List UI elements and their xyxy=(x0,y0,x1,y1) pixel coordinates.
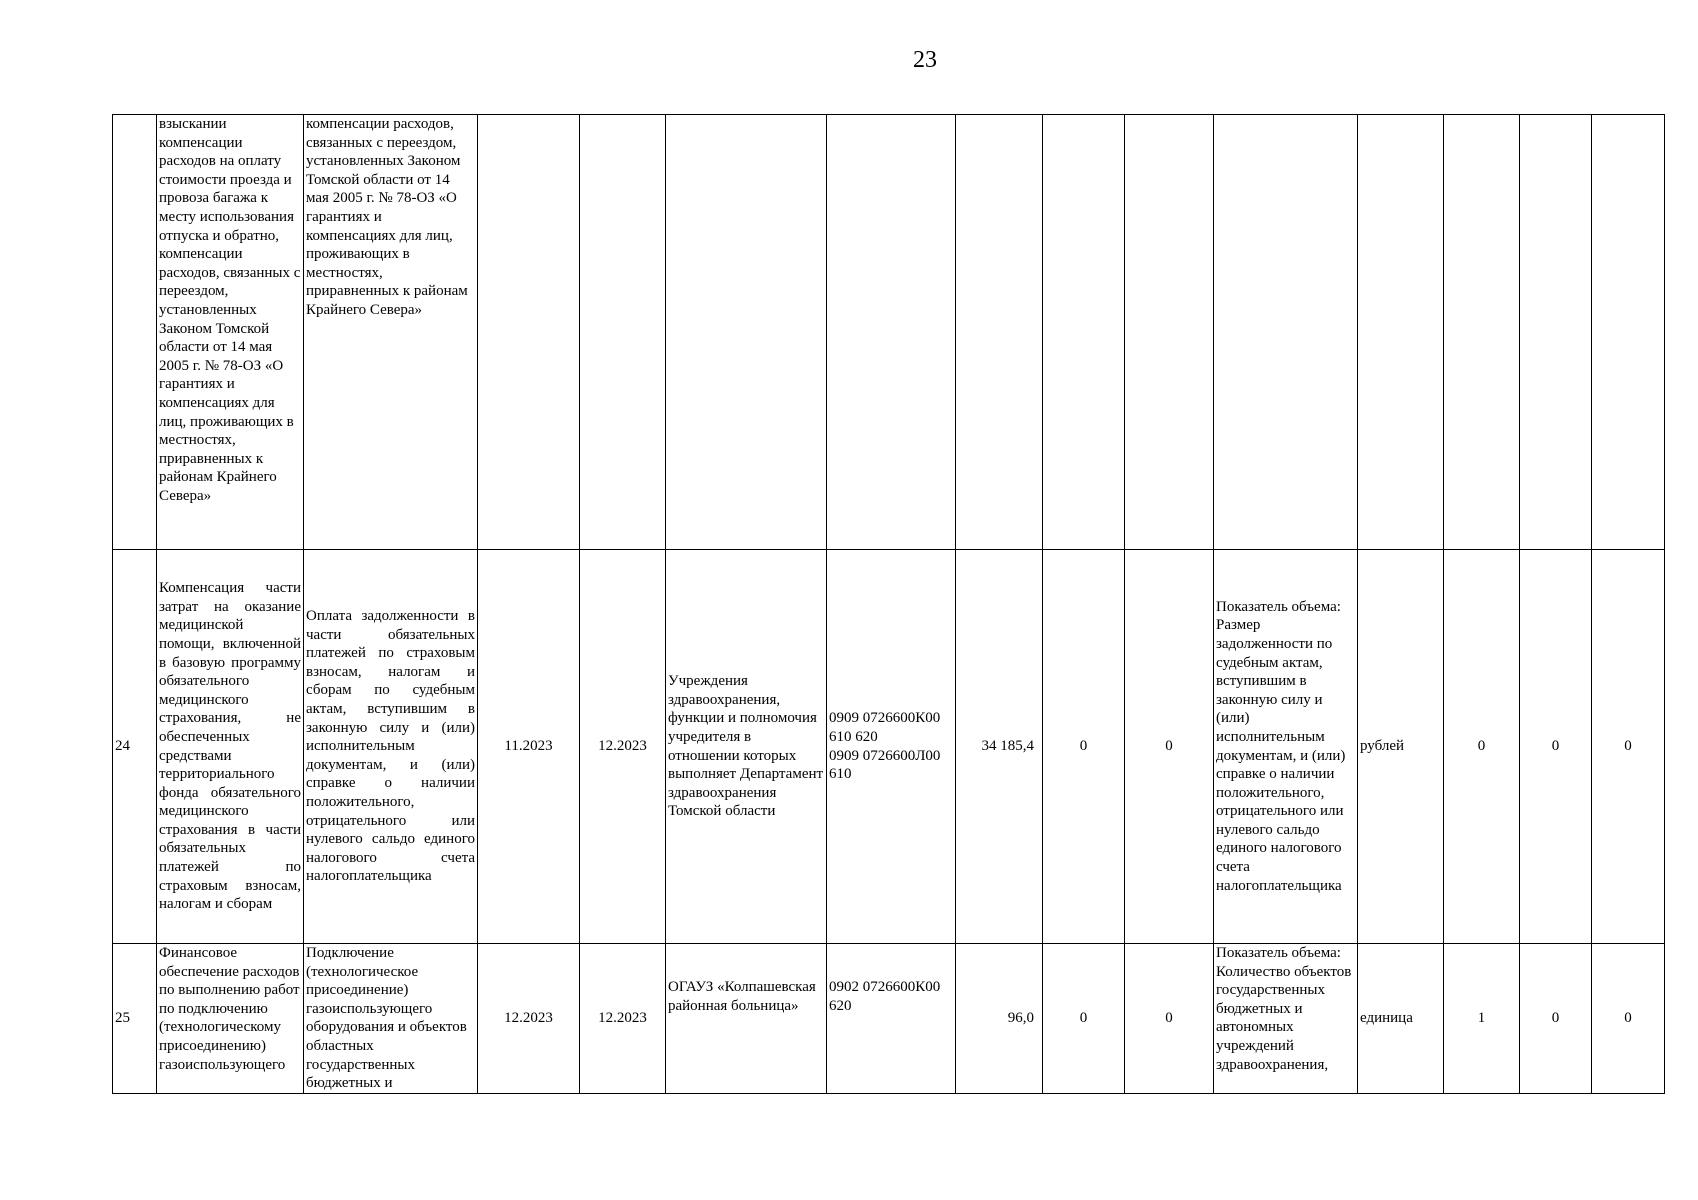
table-row xyxy=(113,115,1665,550)
table-row xyxy=(113,944,1665,1094)
budget-code-cell: 0902 0726600К00 620 xyxy=(827,944,956,1094)
end-date-cell: 12.2023 xyxy=(580,944,666,1094)
event-name-cell: Финансовое обеспечение расходов по выполнению работ по подключению (технологическому присоединению) газоиспользующего xyxy=(157,944,304,1094)
value-1-cell: 0 xyxy=(1043,550,1125,944)
indicator-value-2-cell: 0 xyxy=(1520,944,1592,1094)
event-name-cell: Компенсация части затрат на оказание медицинской помощи, включенной в базовую программу обязательного медицинского страхования, не обеспеченных средствами территориального фонда обязательного медицинского страхования в части обязательных платежей по страховым взносам, налогам и сборам xyxy=(157,550,304,944)
indicator-value-3-cell xyxy=(1592,115,1665,550)
unit-cell xyxy=(1358,115,1444,550)
indicator-cell: Показатель объема: Количество объектов государственных бюджетных и автономных учреждений здравоохранения, xyxy=(1214,944,1358,1094)
end-date-cell xyxy=(580,115,666,550)
value-1-cell xyxy=(1043,115,1125,550)
start-date-cell: 12.2023 xyxy=(478,944,580,1094)
executor-cell: ОГАУЗ «Колпашевская районная больница» xyxy=(666,944,827,1094)
indicator-value-3-cell: 0 xyxy=(1592,550,1665,944)
event-description-cell: компенсации расходов, связанных с переездом, установленных Законом Томской области от 14 мая 2005 г. № 78-ОЗ «О гарантиях и компенсациях для лиц, проживающих в местностях, приравненных к районам Крайнего Севера» xyxy=(304,115,478,550)
indicator-value-1-cell: 0 xyxy=(1444,550,1520,944)
indicator-cell xyxy=(1214,115,1358,550)
budget-code-cell: 0909 0726600К00 610 620 0909 0726600Л00 610 xyxy=(827,550,956,944)
amount-cell: 96,0 xyxy=(956,944,1043,1094)
start-date-cell: 11.2023 xyxy=(478,550,580,944)
event-description-cell: Оплата задолженности в части обязательных платежей по страховым взносам, налогам и сборам по судебным актам, вступившим в законную силу и (или) исполнительным документам, и (или) справке о наличии положительного, отрицательного или нулевого сальдо единого налогового счета налогоплательщика xyxy=(304,550,478,944)
indicator-value-1-cell xyxy=(1444,115,1520,550)
amount-cell xyxy=(956,115,1043,550)
event-name-cell: взыскании компенсации расходов на оплату стоимости проезда и провоза багажа к месту использования отпуска и обратно, компенсации расходов, связанных с переездом, установленных Законом Томской области от 14 мая 2005 г. № 78-ОЗ «О гарантиях и компенсациях для лиц, проживающих в местностях, приравненных к районам Крайнего Севера» xyxy=(157,115,304,550)
table-row xyxy=(113,550,1665,944)
program-activities-table xyxy=(112,114,1665,1094)
indicator-cell: Показатель объема: Размер задолженности по судебным актам, вступившим в законную силу и (или) исполнительным документам, и (или) справке о наличии положительного, отрицательного или нулевого сальдо единого налогового счета налогоплательщика xyxy=(1214,550,1358,944)
indicator-value-3-cell: 0 xyxy=(1592,944,1665,1094)
budget-code-cell xyxy=(827,115,956,550)
value-2-cell xyxy=(1125,115,1214,550)
end-date-cell: 12.2023 xyxy=(580,550,666,944)
unit-cell: рублей xyxy=(1358,550,1444,944)
unit-cell: единица xyxy=(1358,944,1444,1094)
value-1-cell: 0 xyxy=(1043,944,1125,1094)
indicator-value-1-cell: 1 xyxy=(1444,944,1520,1094)
page-number: 23 xyxy=(913,47,937,73)
amount-cell: 34 185,4 xyxy=(956,550,1043,944)
value-2-cell: 0 xyxy=(1125,550,1214,944)
row-number-cell xyxy=(113,115,157,550)
value-2-cell: 0 xyxy=(1125,944,1214,1094)
executor-cell: Учреждения здравоохранения, функции и полномочия учредителя в отношении которых выполняет Департамент здравоохранения Томской области xyxy=(666,550,827,944)
row-number-cell: 24 xyxy=(113,550,157,944)
indicator-value-2-cell: 0 xyxy=(1520,550,1592,944)
start-date-cell xyxy=(478,115,580,550)
event-description-cell: Подключение (технологическое присоединение) газоиспользующего оборудования и объектов областных государственных бюджетных и xyxy=(304,944,478,1094)
executor-cell xyxy=(666,115,827,550)
row-number-cell: 25 xyxy=(113,944,157,1094)
indicator-value-2-cell xyxy=(1520,115,1592,550)
